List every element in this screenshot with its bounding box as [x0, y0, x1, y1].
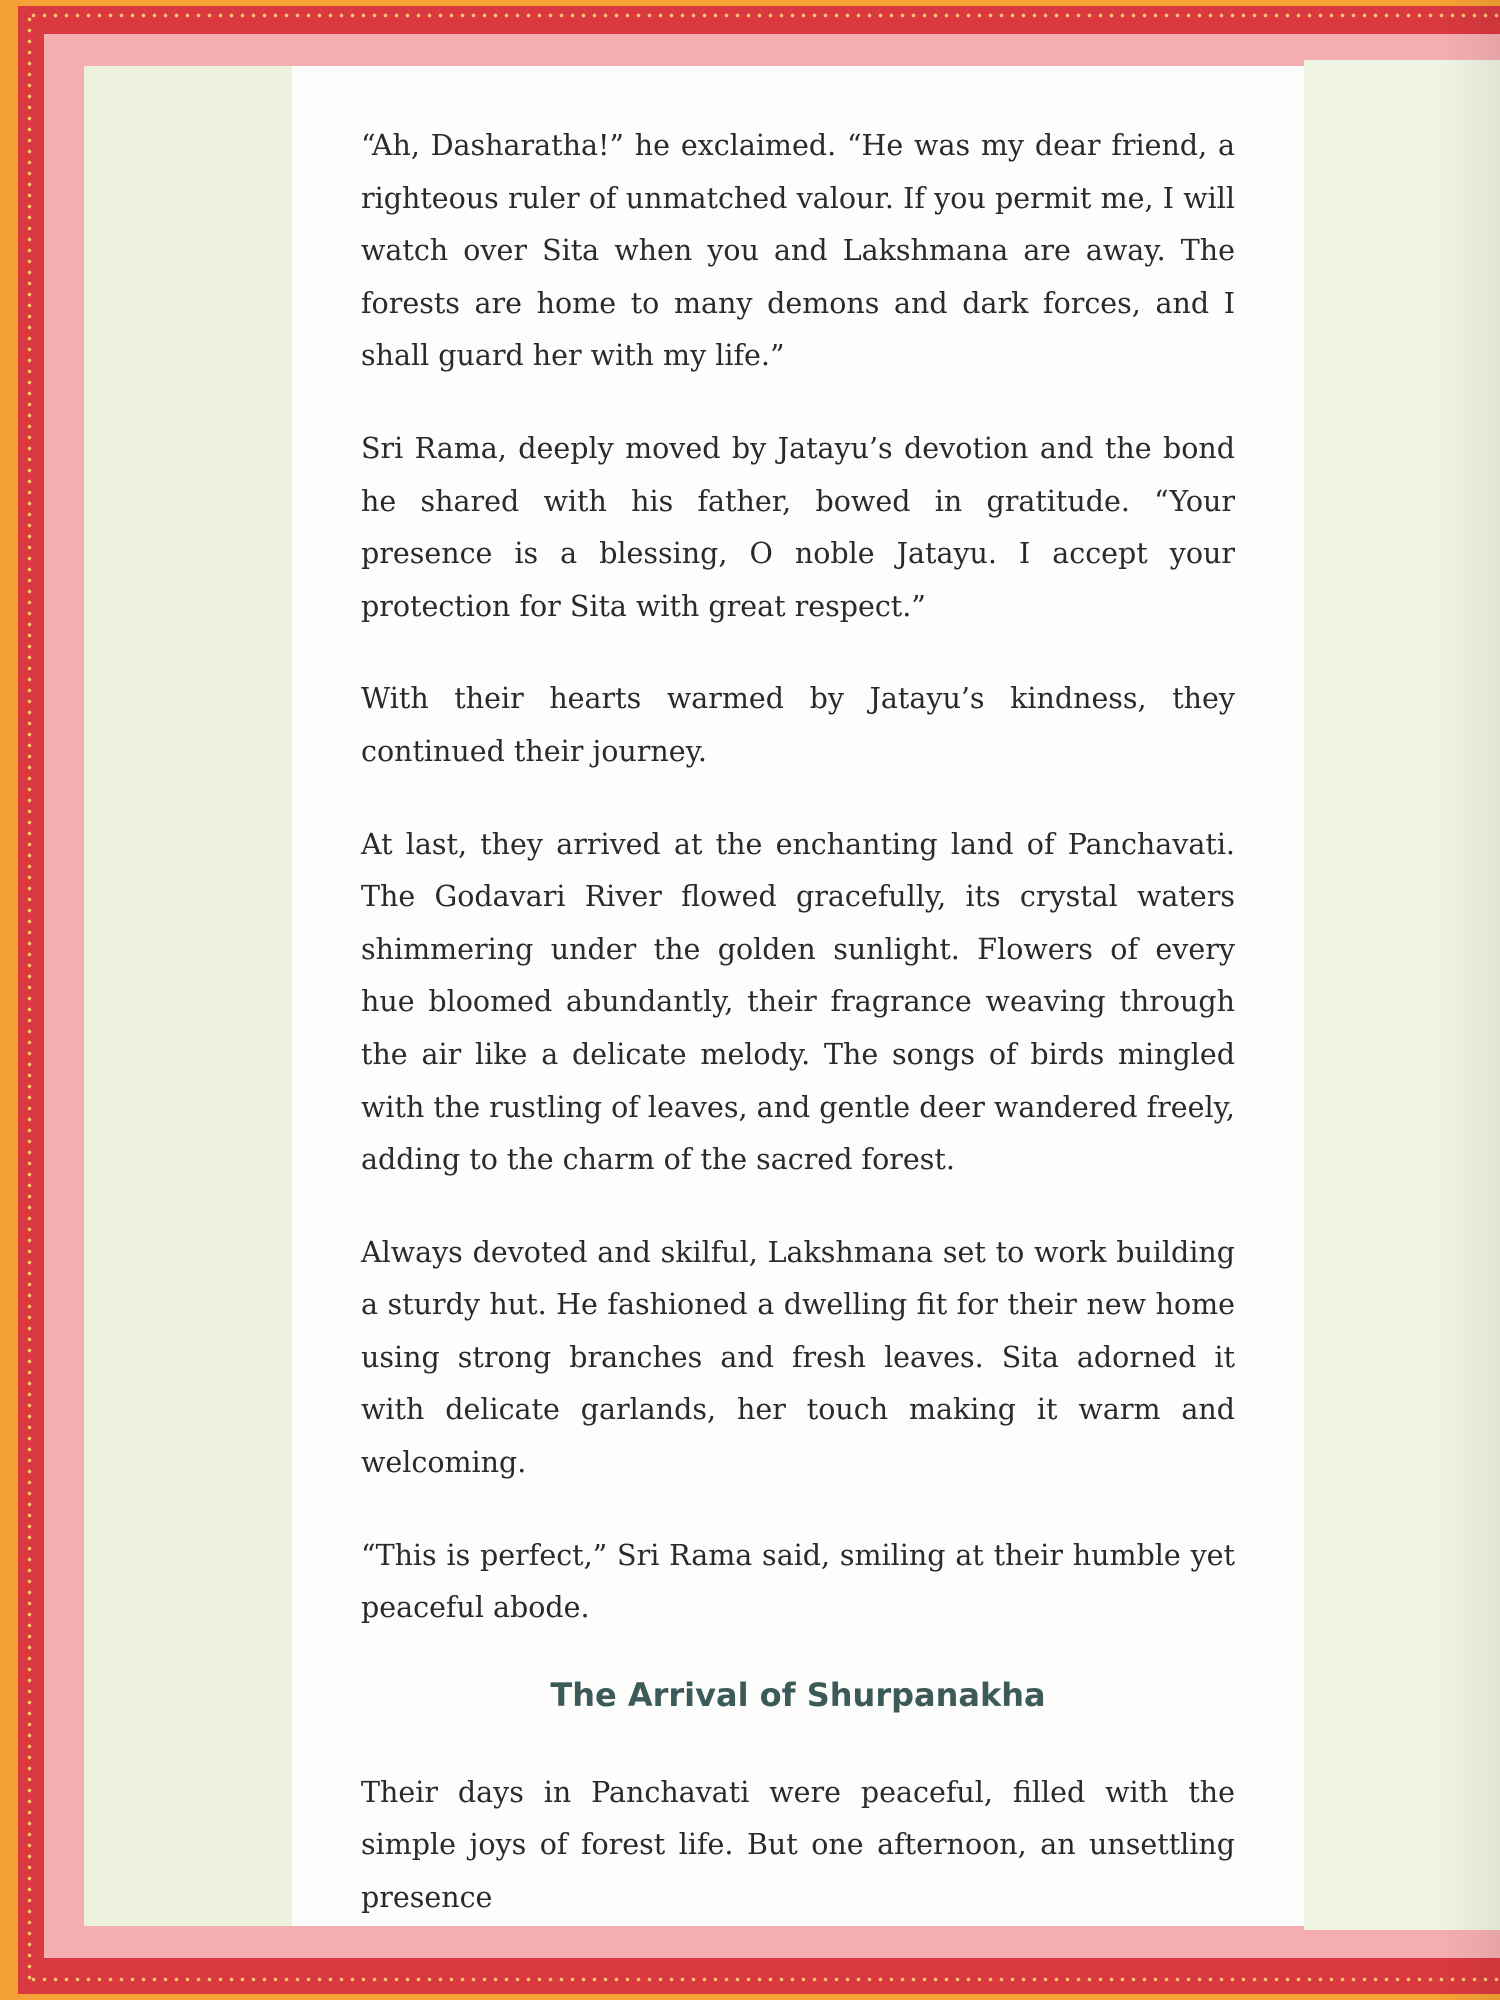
paragraph-panchavati-arrival: At last, they arrived at the enchanting land of Panchavati. The Godavari River flowed gracefully, its crystal waters shimmering under the golden sunlight. Flowers of every hue bloomed abundantly, their fragrance weaving through the air like a delicate melody. The songs of birds mingled with the rustling of leaves, and gentle deer wandered freely, adding to the charm of the sacred forest. [361, 827, 1235, 1177]
decorative-dot-row-bottom [28, 1974, 1500, 1985]
paragraph-journey-continues: With their hearts warmed by Jatayu’s kindness, they continued their journey. [361, 682, 1235, 768]
page-edge-shading [1440, 0, 1500, 2000]
paragraph-hut-building: Always devoted and skilful, Lakshmana set to work building a sturdy hut. He fashioned a dwelling fit for their new home using strong branches and fresh leaves. Sita adorned it with delicate garlands, her touch making it warm and welcoming. [361, 1235, 1235, 1480]
paragraph-jatayu-offer: “Ah, Dasharatha!” he exclaimed. “He was my dear friend, a righteous ruler of unmatched valour. If you permit me, I will watch over Sita when you and Lakshmana are away. The forests are home to many demons and dark forces, and I shall guard her with my life.” [361, 129, 1235, 373]
paragraph-rama-gratitude: Sri Rama, deeply moved by Jatayu’s devotion and the bond he shared with his father, bowed in gratitude. “Your presence is a blessing, O noble Jatayu. I accept your protection for Sita with great respect.” [361, 431, 1235, 623]
paragraph-rama-approval: “This is perfect,” Sri Rama said, smiling at their humble yet peaceful abode. [361, 1538, 1235, 1625]
section-heading: The Arrival of Shurpanakha [550, 1675, 1046, 1714]
story-text [361, 120, 1235, 1925]
paragraph-days-in-panchavati: Their days in Panchavati were peaceful, filled with the simple joys of forest life. But one afternoon, an unsettling presence [361, 1775, 1235, 1915]
decorative-dot-column-left [24, 14, 35, 1980]
decorative-dot-row-top [28, 10, 1500, 21]
